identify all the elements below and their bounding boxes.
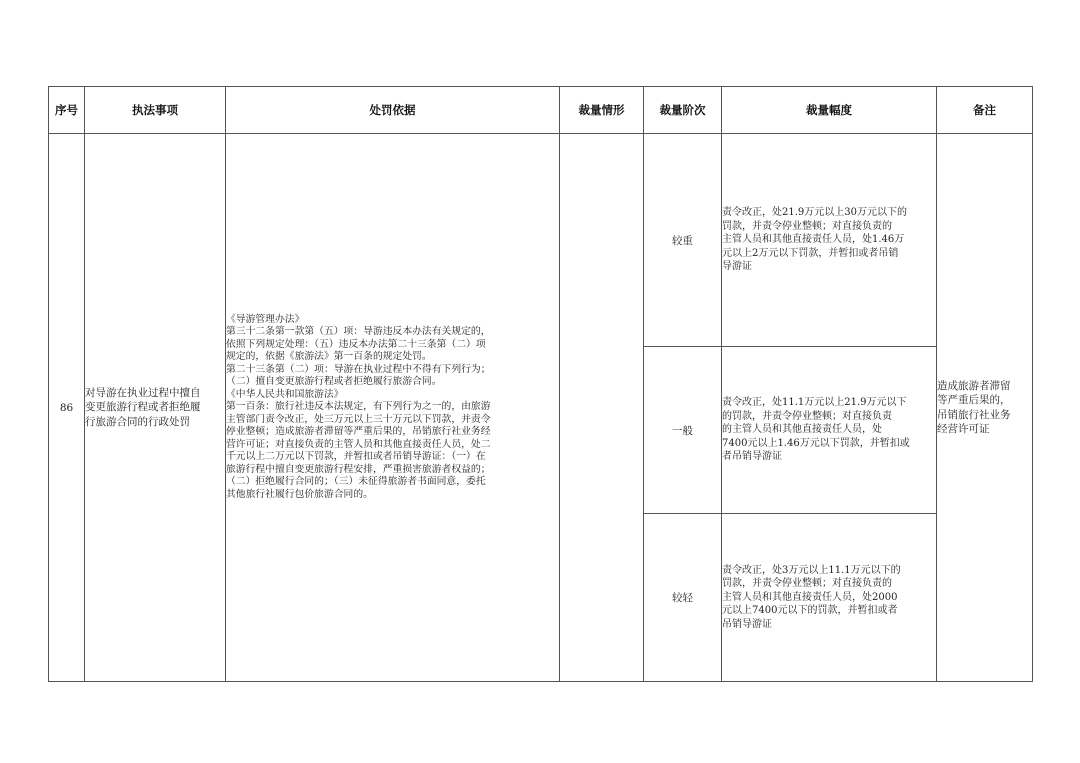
range-line: 7400元以上1.46万元以下罚款，并暂扣或 <box>722 437 910 449</box>
range-line: 元以上2万元以下罚款，并暂扣或者吊销 <box>722 247 899 259</box>
range-line: 者吊销导游证 <box>722 451 782 463</box>
range-line: 导游证 <box>722 261 752 273</box>
range-light <box>722 514 937 682</box>
remark-line: 等严重后果的， <box>937 394 1011 406</box>
row-basis <box>226 134 560 682</box>
row-circumstance <box>560 134 644 682</box>
range-line: 的罚款，并责令停业整顿；对直接负责 <box>722 410 892 422</box>
range-line: 主管人员和其他直接责任人员，处2000 <box>722 591 898 603</box>
row-seq: 86 <box>49 134 85 682</box>
header-range: 裁量幅度 <box>722 87 937 134</box>
range-line: 罚款，并责令停业整顿；对直接负责的 <box>722 220 892 232</box>
level-severe: 较重 <box>644 134 722 347</box>
header-seq: 序号 <box>49 87 85 134</box>
range-line: 主管人员和其他直接责任人员，处1.46万 <box>722 234 905 246</box>
range-line: 责令改正，处3万元以上11.1万元以下的 <box>722 564 901 576</box>
table-row <box>49 134 1033 347</box>
basis-line: 第一百条：旅行社违反本法规定，有下列行为之一的，由旅游 <box>226 401 491 413</box>
level-general: 一般 <box>644 347 722 514</box>
remark-line: 经营许可证 <box>937 423 990 435</box>
range-line: 责令改正，处21.9万元以上30万元以下的 <box>722 207 907 219</box>
range-line: 罚款，并责令停业整顿；对直接负责的 <box>722 578 892 590</box>
basis-line: 第三十二条第一款第（五）项：导游违反本办法有关规定的， <box>226 326 491 338</box>
range-line: 元以上7400元以下的罚款，并暂扣或者 <box>722 605 898 617</box>
basis-line: 营许可证；对直接负责的主管人员和其他直接责任人员，处二 <box>226 438 491 450</box>
row-matter <box>85 134 226 682</box>
basis-line: 主管部门责令改正，处三万元以上三十万元以下罚款，并责令 <box>226 413 491 425</box>
range-line: 吊销导游证 <box>722 618 772 630</box>
range-general <box>722 347 937 514</box>
header-row <box>49 87 1033 134</box>
range-line: 的主管人员和其他直接责任人员，处 <box>722 424 882 436</box>
remark-line: 造成旅游者滞留 <box>937 379 1011 392</box>
basis-line: 其他旅行社履行包价旅游合同的。 <box>226 488 373 500</box>
basis-line: （二）拒绝履行合同的；（三）未征得旅游者书面同意，委托 <box>226 476 486 488</box>
basis-line: 规定的，依据《旅游法》第一百条的规定处罚。 <box>226 351 432 363</box>
header-circumstance: 裁量情形 <box>560 87 644 134</box>
level-light: 较轻 <box>644 514 722 682</box>
range-line: 责令改正，处11.1万元以上21.9万元以下 <box>722 397 907 409</box>
basis-line: 《中华人民共和国旅游法》 <box>226 388 344 400</box>
header-matter: 执法事项 <box>85 87 226 134</box>
header-basis: 处罚依据 <box>226 87 560 134</box>
basis-line: 第二十三条第（二）项：导游在执业过程中不得有下列行为； <box>226 363 491 375</box>
basis-line: 依照下列规定处理：（五）违反本办法第二十三条第（二）项 <box>226 338 486 350</box>
basis-line: 《导游管理办法》 <box>226 313 305 325</box>
header-level: 裁量阶次 <box>644 87 722 134</box>
matter-line: 行旅游合同的行政处罚 <box>85 415 190 428</box>
penalty-table <box>48 86 1033 682</box>
basis-line: 停业整顿；造成旅游者滞留等严重后果的，吊销旅行社业务经 <box>226 426 491 438</box>
basis-line: （二）擅自变更旅游行程或者拒绝履行旅游合同。 <box>226 376 442 388</box>
range-severe <box>722 134 937 347</box>
matter-line: 变更旅游行程或者拒绝履 <box>85 401 201 414</box>
basis-line: 千元以上二万元以下罚款，并暂扣或者吊销导游证：（一）在 <box>226 451 486 463</box>
row-remark <box>937 134 1033 682</box>
remark-line: 吊销旅行社业务 <box>937 408 1011 421</box>
matter-line: 对导游在执业过程中擅自 <box>85 386 201 399</box>
basis-line: 旅游行程中擅自变更旅游行程安排，严重损害旅游者权益的； <box>226 463 491 475</box>
header-remark: 备注 <box>937 87 1033 134</box>
